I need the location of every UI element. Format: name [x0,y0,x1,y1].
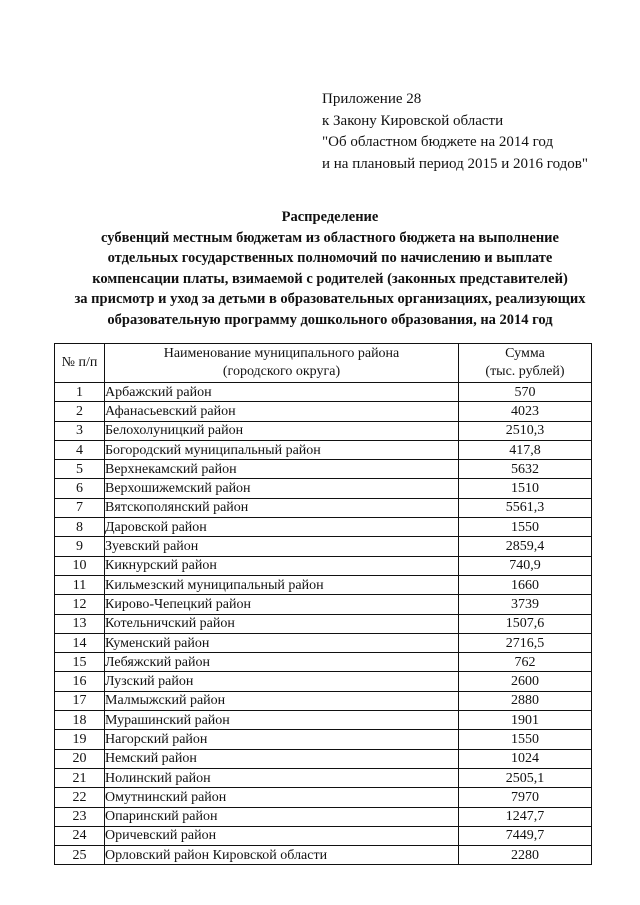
title-line: компенсации платы, взимаемой с родителей (законных представителей) [92,270,568,287]
district-name: Омутнинский район [105,788,459,807]
table-row [55,672,592,691]
table-row [55,537,592,556]
district-name: Нолинский район [105,768,459,787]
district-name: Арбажский район [105,383,459,402]
row-number: 12 [55,595,105,614]
table-row [55,460,592,479]
table-row [55,518,592,537]
table-row [55,383,592,402]
row-number: 8 [55,518,105,537]
table-row [55,846,592,865]
table-row [55,575,592,594]
table-row [55,595,592,614]
title-line: Распределение [281,209,379,225]
amount: 1507,6 [459,614,592,633]
header-num [55,344,105,383]
appendix-line: и на плановый период 2015 и 2016 годов" [322,155,588,172]
appendix-line: к Закону Кировской области [322,112,504,129]
district-name: Немский район [105,749,459,768]
row-number: 4 [55,440,105,459]
district-name: Мурашинский район [105,711,459,730]
amount: 1510 [459,479,592,498]
header-name [105,344,459,383]
amount: 1901 [459,711,592,730]
row-number: 1 [55,383,105,402]
appendix-line: Приложение 28 [322,91,422,107]
district-name: Верхнекамский район [105,460,459,479]
row-number: 2 [55,402,105,421]
distribution-table [54,343,592,865]
row-number: 23 [55,807,105,826]
appendix-line: "Об областном бюджете на 2014 год [322,134,554,150]
row-number: 10 [55,556,105,575]
table-row [55,749,592,768]
table-row [55,826,592,845]
amount: 7449,7 [459,826,592,845]
table-row [55,556,592,575]
district-name: Котельничский район [105,614,459,633]
district-name: Лузский район [105,672,459,691]
amount: 5561,3 [459,498,592,517]
district-name: Зуевский район [105,537,459,556]
amount: 2859,4 [459,537,592,556]
district-name: Кирово-Чепецкий район [105,595,459,614]
amount: 2880 [459,691,592,710]
district-name: Куменский район [105,633,459,652]
row-number: 19 [55,730,105,749]
header-sum [459,344,592,383]
title-line: отдельных государственных полномочий по начислению и выплате [107,250,553,267]
table-row [55,653,592,672]
table-row [55,440,592,459]
district-name: Верхошижемский район [105,479,459,498]
district-name: Кикнурский район [105,556,459,575]
amount: 417,8 [459,440,592,459]
header-name-line1: Наименование муниципального района [163,346,400,361]
amount: 2510,3 [459,421,592,440]
district-name: Афанасьевский район [105,402,459,421]
header-sum-line2: (тыс. рублей) [485,364,565,379]
district-name: Даровской район [105,518,459,537]
amount: 740,9 [459,556,592,575]
title-line: за присмотр и уход за детьми в образовательных организациях, реализующих [74,291,586,308]
amount: 4023 [459,402,592,421]
amount: 1550 [459,518,592,537]
district-name: Лебяжский район [105,653,459,672]
row-number: 24 [55,826,105,845]
table-header [55,344,592,383]
table-row [55,498,592,517]
row-number: 16 [55,672,105,691]
table-row [55,691,592,710]
row-number: 7 [55,498,105,517]
row-number: 9 [55,537,105,556]
district-name: Малмыжский район [105,691,459,710]
table-row [55,768,592,787]
row-number: 20 [55,749,105,768]
amount: 570 [459,383,592,402]
district-name: Вятскополянский район [105,498,459,517]
table-row [55,807,592,826]
header-sum-line1: Сумма [505,346,545,361]
row-number: 3 [55,421,105,440]
district-name: Нагорский район [105,730,459,749]
amount: 2716,5 [459,633,592,652]
amount: 2600 [459,672,592,691]
table-row [55,614,592,633]
amount: 5632 [459,460,592,479]
table-row [55,730,592,749]
table-row [55,788,592,807]
district-name: Оричевский район [105,826,459,845]
row-number: 18 [55,711,105,730]
amount: 1660 [459,575,592,594]
amount: 3739 [459,595,592,614]
district-name: Кильмезский муниципальный район [105,575,459,594]
district-name: Белохолуницкий район [105,421,459,440]
appendix-block [322,89,588,175]
document-title [40,207,620,331]
header-row [55,344,592,383]
row-number: 17 [55,691,105,710]
row-number: 14 [55,633,105,652]
district-name: Орловский район Кировской области [105,846,459,865]
table-row [55,479,592,498]
table-body [55,383,592,865]
amount: 2280 [459,846,592,865]
row-number: 5 [55,460,105,479]
row-number: 15 [55,653,105,672]
row-number: 13 [55,614,105,633]
row-number: 6 [55,479,105,498]
table-row [55,421,592,440]
table-row [55,711,592,730]
district-name: Опаринский район [105,807,459,826]
row-number: 25 [55,846,105,865]
amount: 1247,7 [459,807,592,826]
amount: 1024 [459,749,592,768]
amount: 2505,1 [459,768,592,787]
district-name: Богородский муниципальный район [105,440,459,459]
amount: 1550 [459,730,592,749]
title-line: субвенций местным бюджетам из областного бюджета на выполнение [101,229,559,246]
amount: 762 [459,653,592,672]
amount: 7970 [459,788,592,807]
header-num-label: № п/п [61,355,98,370]
table-row [55,402,592,421]
row-number: 11 [55,575,105,594]
title-line: образовательную программу дошкольного образования, на 2014 год [107,311,553,328]
row-number: 22 [55,788,105,807]
row-number: 21 [55,768,105,787]
header-name-line2: (городского округа) [222,364,341,379]
table-row [55,633,592,652]
